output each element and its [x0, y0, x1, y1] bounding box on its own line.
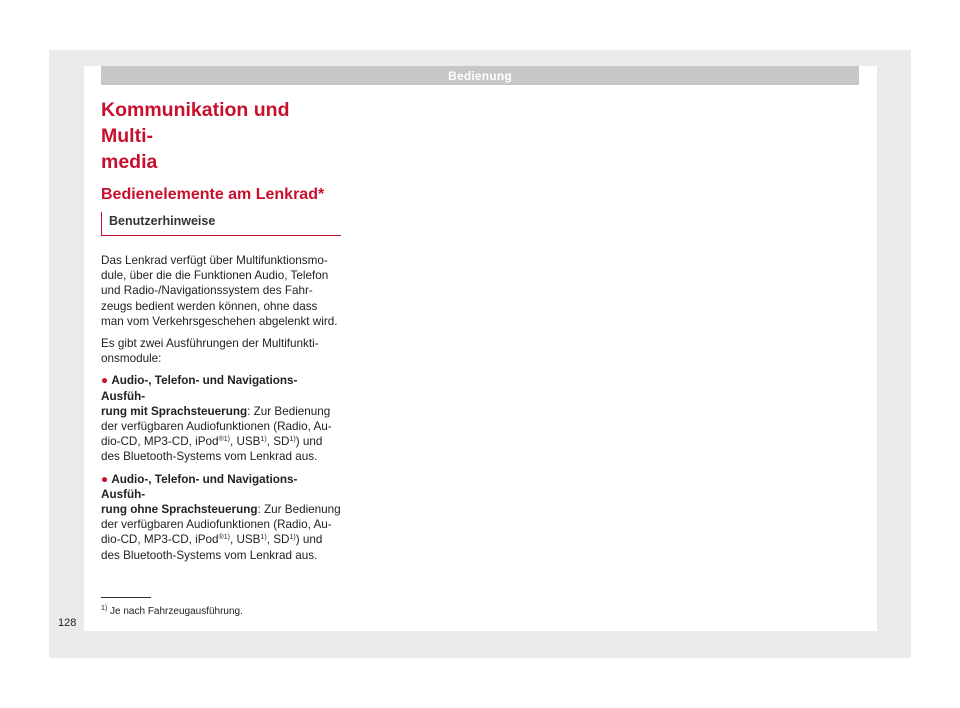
list-item: ● Audio-, Telefon- und Navigations-Ausfüh- rung mit Sprachsteuerung: Zur Bedienung der verfügbaren Audiofunktionen (Radio, Au- dio-CD, MP3-CD, iPod$^{®1)}$, USB$^{1)}$, SD$^{1)}$) und des Bluetooth-Systems vom Lenkrad aus. — [101, 374, 332, 464]
chapter-title-line1: Kommunikation und Multi- — [101, 99, 290, 147]
subsection-heading — [101, 212, 341, 236]
paragraph-variants: Es gibt zwei Ausführungen der Multifunkti- onsmodule: — [101, 337, 319, 366]
footnote-ref: 1) — [260, 436, 267, 444]
content-column — [101, 97, 341, 570]
footnote-ref: 1) — [260, 534, 267, 542]
section-title: Bedienelemente am Lenkrad* — [101, 186, 325, 203]
subsection-marker-bar — [101, 212, 102, 235]
footnote-divider — [101, 597, 151, 598]
subsection-underline — [101, 235, 341, 236]
paragraph-intro: Das Lenkrad verfügt über Multifunktionsmo- dule, über die die Funktionen Audio, Telefon und Radio-/Navigationssystem des Fahr- zeugs bedient werden können, ohne dass man vom Verkehrsgeschehen abgelenkt wird. — [101, 254, 338, 328]
bullet-icon: ● — [101, 374, 109, 388]
chapter-title-line2: media — [101, 151, 158, 173]
footnote-ref: ®1) — [218, 436, 230, 444]
footnote-ref: 1) — [289, 436, 296, 444]
subsection-title: Benutzerhinweise — [109, 214, 216, 228]
section-header-label: Bedienung — [448, 68, 512, 83]
chapter-title — [101, 97, 333, 175]
bullet-icon: ● — [101, 472, 109, 486]
body-text — [101, 253, 341, 563]
footnote — [101, 606, 243, 617]
page-number: 128 — [58, 617, 77, 629]
footnote-marker: 1) — [101, 605, 108, 612]
footnote-text: Je nach Fahrzeugausführung. — [110, 606, 243, 617]
section-header-bar — [101, 66, 859, 85]
footnote-ref: 1) — [289, 534, 296, 542]
footnote-ref: ®1) — [218, 534, 230, 542]
list-item: ● Audio-, Telefon- und Navigations-Ausfüh- rung ohne Sprachsteuerung: Zur Bedienung der verfügbaren Audiofunktionen (Radio, Au- dio-CD, MP3-CD, iPod$^{®1)}$, USB$^{1)}$, SD$^{1)}$) und des Bluetooth-Systems vom Lenkrad aus. — [101, 472, 341, 562]
